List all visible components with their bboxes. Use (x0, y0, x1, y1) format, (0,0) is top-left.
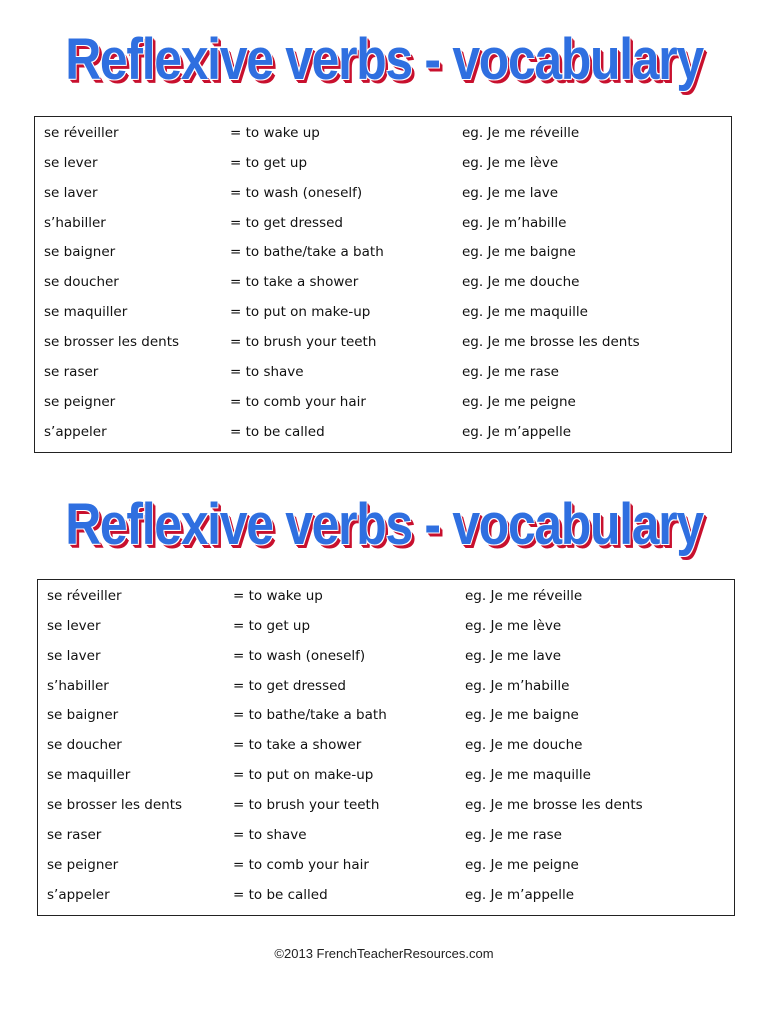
english-meaning: = to comb your hair (233, 856, 369, 873)
example-sentence: eg. Je me réveille (462, 125, 580, 141)
vocab-row (38, 850, 734, 880)
vocab-row (35, 118, 731, 148)
french-verb: se brosser les dents (47, 796, 183, 813)
vocab-row (35, 267, 731, 297)
worksheet-title: Reflexive verbs - vocabulary (65, 27, 703, 92)
french-verb: se laver (44, 184, 98, 201)
vocab-row (38, 700, 734, 730)
vocab-row (38, 581, 734, 611)
vocab-row (38, 671, 734, 701)
vocabulary-table (37, 579, 735, 916)
vocab-row (38, 641, 734, 671)
example-sentence: eg. Je me lève (462, 154, 559, 171)
french-verb: se baigner (44, 244, 116, 261)
french-verb: s’appeler (44, 423, 107, 440)
english-meaning: = to get dressed (233, 677, 346, 694)
french-verb: se laver (47, 647, 101, 664)
english-meaning: = to wake up (233, 588, 323, 604)
copyright-footer: ©2013 FrenchTeacherResources.com (274, 946, 494, 961)
french-verb: se brosser les dents (44, 333, 180, 350)
english-meaning: = to shave (233, 826, 307, 843)
example-sentence: eg. Je me peigne (465, 856, 579, 873)
example-sentence: eg. Je me maquille (462, 304, 588, 321)
vocab-row (38, 760, 734, 790)
vocab-row (35, 387, 731, 417)
french-verb: se réveiller (44, 125, 119, 141)
french-verb: se réveiller (47, 588, 122, 604)
french-verb: se raser (44, 363, 99, 380)
english-meaning: = to get up (233, 617, 311, 634)
vocab-row (35, 297, 731, 327)
english-meaning: = to comb your hair (230, 393, 366, 410)
worksheet-title: Reflexive verbs - vocabulary (65, 492, 703, 557)
example-sentence: eg. Je me douche (462, 274, 580, 291)
french-verb: se peigner (44, 393, 116, 410)
example-sentence: eg. Je me douche (465, 737, 583, 754)
english-meaning: = to brush your teeth (233, 796, 380, 813)
french-verb: se lever (47, 617, 101, 634)
english-meaning: = to wash (oneself) (230, 184, 363, 201)
vocabulary-table (34, 116, 732, 453)
example-sentence: eg. Je me lave (462, 184, 559, 201)
example-sentence: eg. Je me baigne (462, 244, 576, 261)
english-meaning: = to get up (230, 154, 308, 171)
french-verb: se maquiller (44, 304, 128, 321)
french-verb: se maquiller (47, 767, 131, 784)
example-sentence: eg. Je me maquille (465, 767, 591, 784)
example-sentence: eg. Je me brosse les dents (462, 333, 640, 350)
vocab-row (38, 790, 734, 820)
vocab-row (35, 417, 731, 447)
vocab-row (38, 611, 734, 641)
vocab-row (38, 730, 734, 760)
vocab-row (38, 880, 734, 910)
english-meaning: = to bathe/take a bath (230, 244, 384, 261)
french-verb: s’habiller (47, 677, 109, 694)
example-sentence: eg. Je m’habille (465, 677, 570, 694)
english-meaning: = to take a shower (233, 737, 362, 754)
example-sentence: eg. Je me baigne (465, 707, 579, 724)
french-verb: se peigner (47, 856, 119, 873)
french-verb: se doucher (44, 274, 119, 291)
english-meaning: = to be called (233, 886, 328, 903)
english-meaning: = to get dressed (230, 214, 343, 231)
example-sentence: eg. Je me rase (465, 826, 562, 843)
french-verb: se raser (47, 826, 102, 843)
english-meaning: = to take a shower (230, 274, 359, 291)
english-meaning: = to bathe/take a bath (233, 707, 387, 724)
example-sentence: eg. Je me rase (462, 363, 559, 380)
vocab-row (35, 327, 731, 357)
example-sentence: eg. Je me lève (465, 617, 562, 634)
french-verb: se lever (44, 154, 98, 171)
english-meaning: = to shave (230, 363, 304, 380)
vocab-row (35, 208, 731, 238)
example-sentence: eg. Je me peigne (462, 393, 576, 410)
example-sentence: eg. Je m’habille (462, 214, 567, 231)
example-sentence: eg. Je m’appelle (465, 886, 575, 903)
french-verb: s’habiller (44, 214, 106, 231)
vocab-row (35, 178, 731, 208)
vocab-row (38, 820, 734, 850)
french-verb: s’appeler (47, 886, 110, 903)
english-meaning: = to put on make-up (230, 304, 371, 321)
french-verb: se doucher (47, 737, 122, 754)
english-meaning: = to brush your teeth (230, 333, 377, 350)
english-meaning: = to be called (230, 423, 325, 440)
vocab-row (35, 237, 731, 267)
example-sentence: eg. Je me lave (465, 647, 562, 664)
example-sentence: eg. Je m’appelle (462, 423, 572, 440)
french-verb: se baigner (47, 707, 119, 724)
english-meaning: = to put on make-up (233, 767, 374, 784)
example-sentence: eg. Je me brosse les dents (465, 796, 643, 813)
example-sentence: eg. Je me réveille (465, 588, 583, 604)
english-meaning: = to wake up (230, 125, 320, 141)
vocab-row (35, 357, 731, 387)
vocab-row (35, 148, 731, 178)
english-meaning: = to wash (oneself) (233, 647, 366, 664)
